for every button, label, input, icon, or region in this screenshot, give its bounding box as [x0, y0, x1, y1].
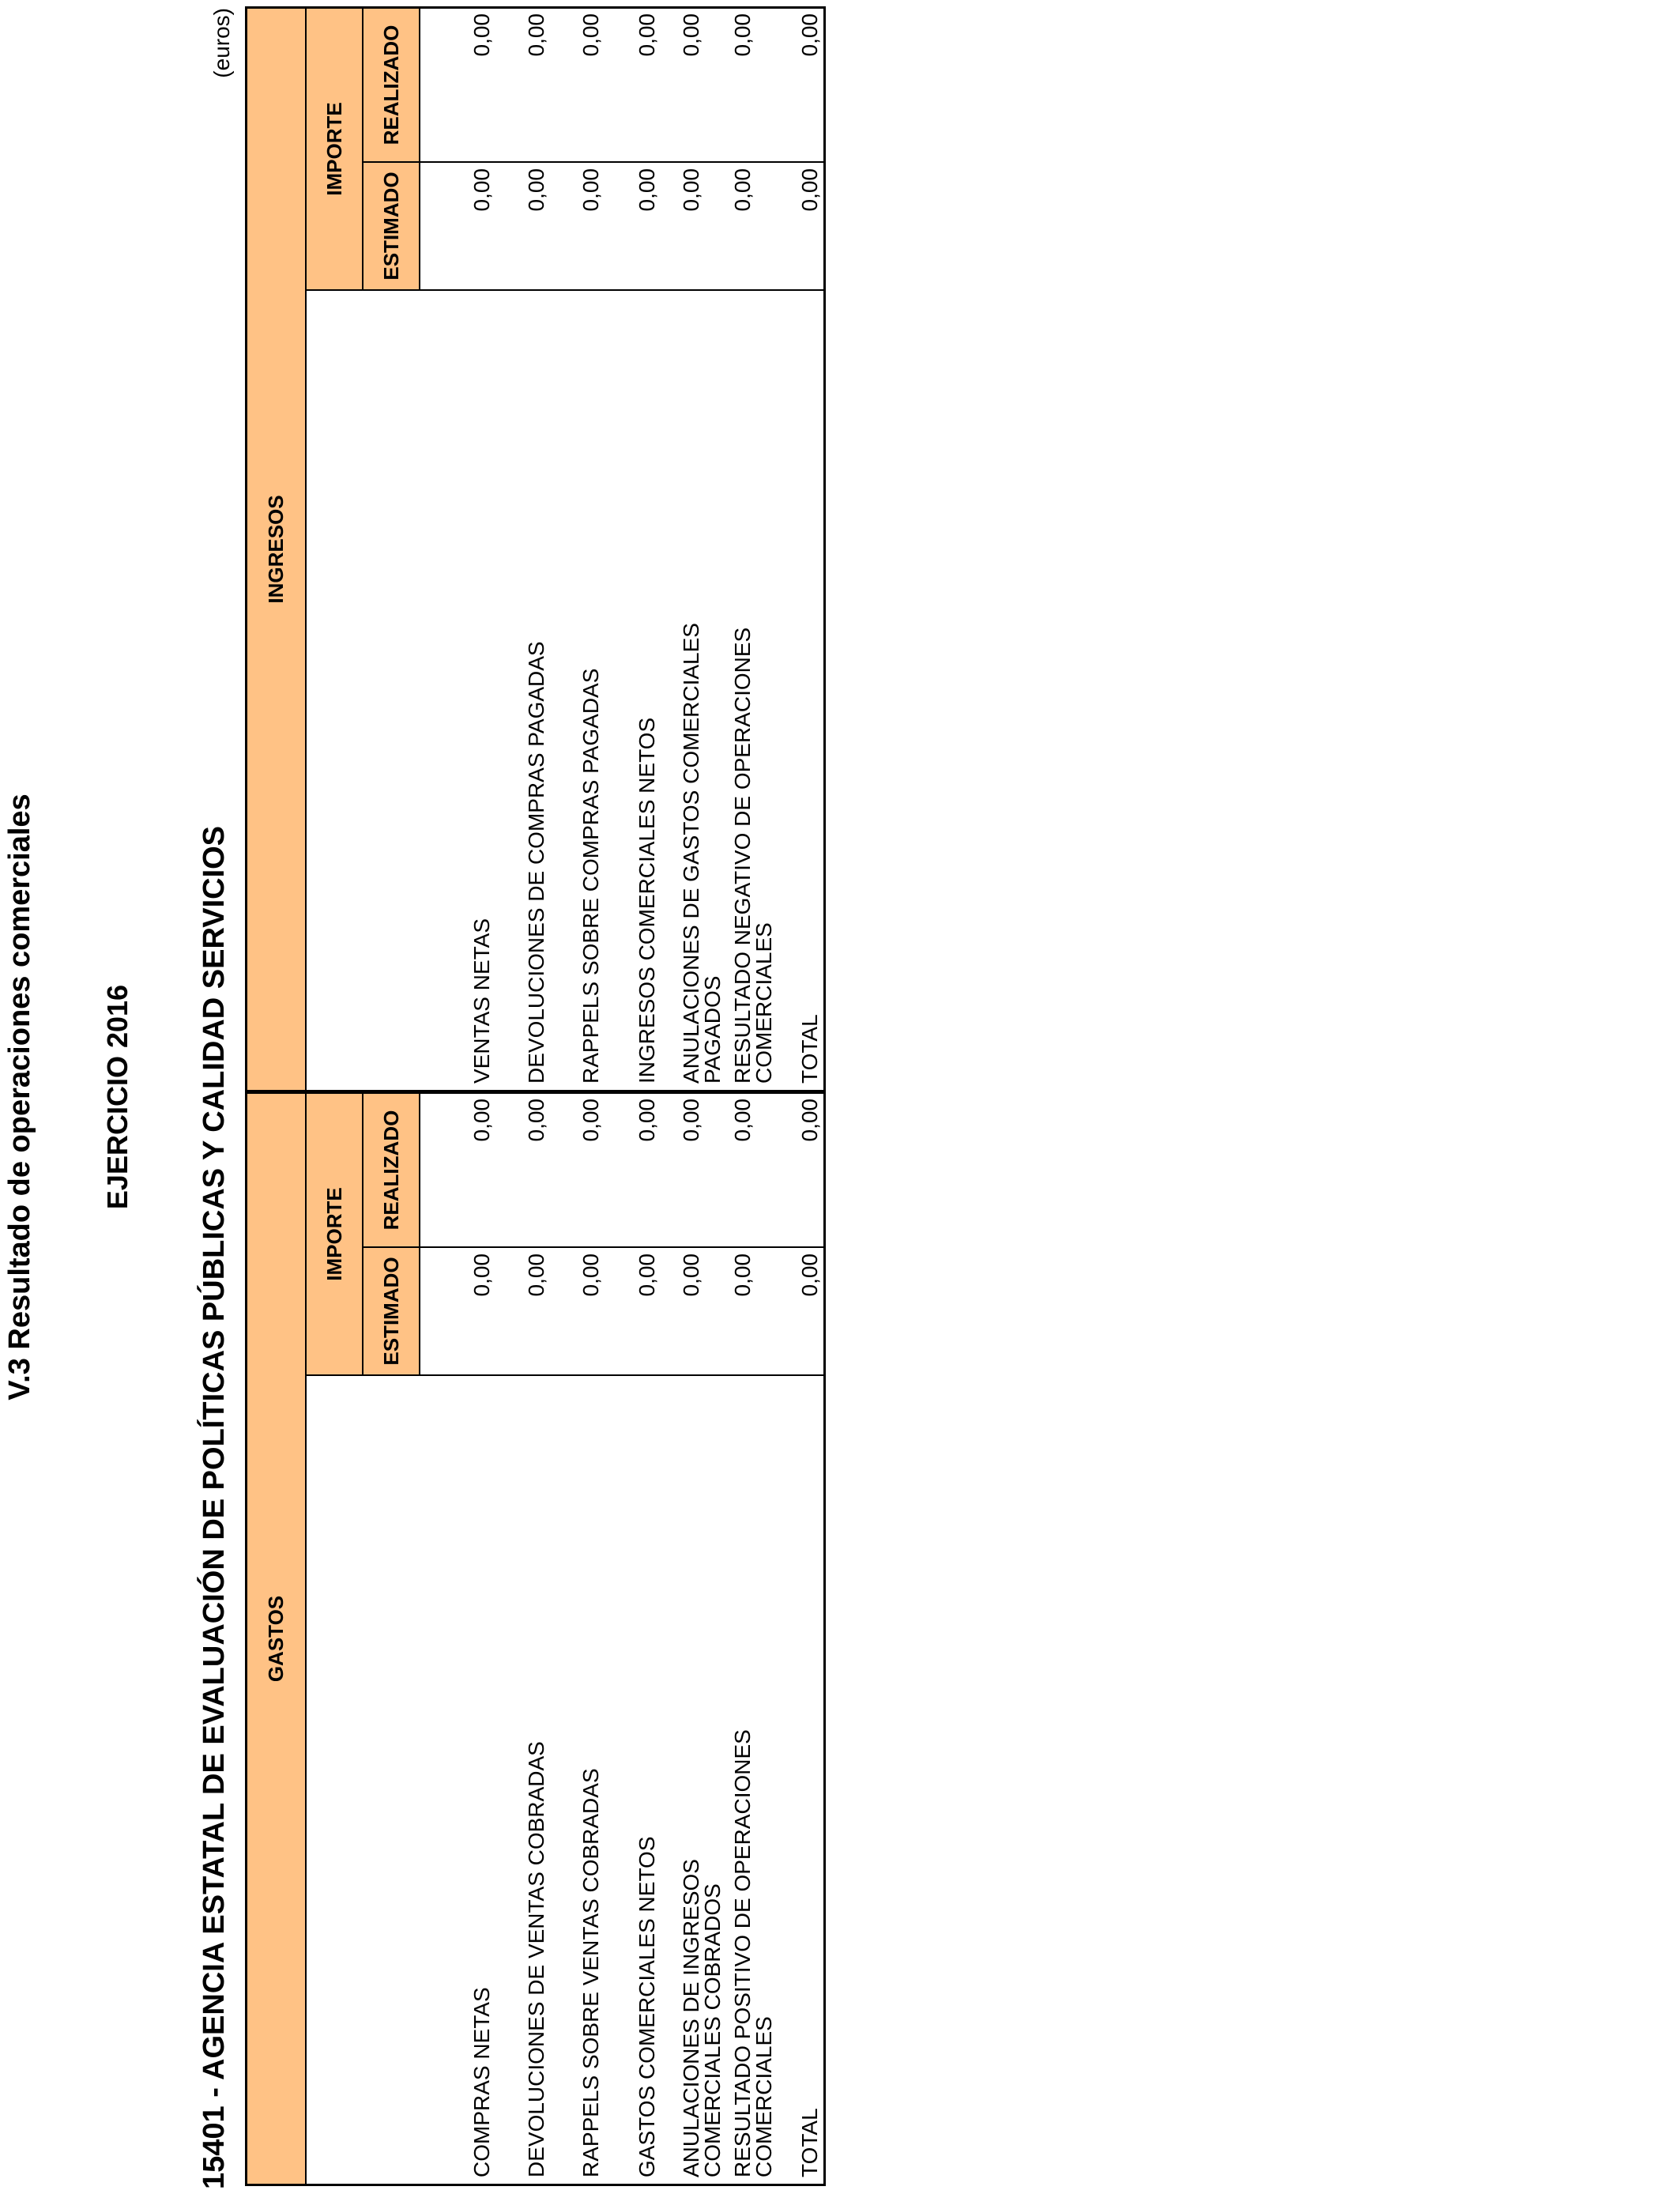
gastos-estimado-value: 0,00 — [797, 1253, 822, 1297]
gastos-realizado-value: 0,00 — [469, 1099, 494, 1142]
ingresos-realizado-value: 0,00 — [578, 13, 603, 57]
gastos-row-label: COMPRAS NETAS — [469, 1987, 494, 2177]
gastos-estimado-value: 0,00 — [578, 1253, 603, 1297]
gastos-realizado-value: 0,00 — [578, 1099, 603, 1142]
gastos-importe-header: IMPORTE — [307, 1094, 362, 1374]
ingresos-realizado-value: 0,00 — [635, 13, 659, 57]
ingresos-estimado-value: 0,00 — [469, 168, 494, 212]
ingresos-realizado-header: REALIZADO — [363, 9, 419, 161]
ingresos-realizado-value: 0,00 — [679, 13, 703, 57]
gastos-estimado-value: 0,00 — [524, 1253, 548, 1297]
ingresos-importe-header: IMPORTE — [307, 9, 362, 289]
ingresos-realizado-value: 0,00 — [797, 13, 822, 57]
gastos-row-label: GASTOS COMERCIALES NETOS — [635, 1836, 659, 2177]
ingresos-row-label: TOTAL — [797, 1014, 822, 1084]
ingresos-estimado-value: 0,00 — [578, 168, 603, 212]
ingresos-realizado-value: 0,00 — [730, 13, 755, 57]
gastos-realizado-header: REALIZADO — [363, 1094, 419, 1246]
gastos-realizado-value: 0,00 — [679, 1099, 703, 1142]
gastos-estimado-value: 0,00 — [679, 1253, 703, 1297]
unit-label: (euros) — [209, 8, 234, 78]
gastos-realizado-value: 0,00 — [635, 1099, 659, 1142]
gastos-estimado-header: ESTIMADO — [363, 1248, 419, 1374]
ingresos-row-label: PAGADOS — [700, 975, 725, 1084]
gastos-row-label: ANULACIONES DE INGRESOS — [679, 1859, 703, 2177]
ingresos-estimado-value: 0,00 — [635, 168, 659, 212]
exercise-title: EJERCICIO 2016 — [101, 984, 134, 1210]
gastos-realizado-value: 0,00 — [730, 1099, 755, 1142]
ingresos-estimado-header: ESTIMADO — [363, 163, 419, 289]
ingresos-realizado-value: 0,00 — [524, 13, 548, 57]
gastos-estimado-value: 0,00 — [730, 1253, 755, 1297]
gastos-estimado-value: 0,00 — [635, 1253, 659, 1297]
ingresos-estimado-value: 0,00 — [524, 168, 548, 212]
gastos-row-label: COMERCIALES COBRADOS — [700, 1883, 725, 2177]
ingresos-row-label: COMERCIALES — [751, 922, 776, 1084]
entity-title: 15401 - AGENCIA ESTATAL DE EVALUACIÓN DE POLÍTICAS PÚBLICAS Y CALIDAD SERVICIOS — [198, 825, 231, 2189]
gastos-row-label: RAPPELS SOBRE VENTAS COBRADAS — [578, 1768, 603, 2177]
gastos-row-label: RESULTADO POSITIVO DE OPERACIONES — [730, 1729, 755, 2177]
gastos-table — [245, 1091, 826, 2186]
gastos-realizado-value: 0,00 — [524, 1099, 548, 1142]
ingresos-row-label: RAPPELS SOBRE COMPRAS PAGADAS — [578, 668, 603, 1084]
gastos-estimado-value: 0,00 — [469, 1253, 494, 1297]
ingresos-row-label: RESULTADO NEGATIVO DE OPERACIONES — [730, 627, 755, 1084]
ingresos-realizado-value: 0,00 — [469, 13, 494, 57]
ingresos-row-label: DEVOLUCIONES DE COMPRAS PAGADAS — [524, 641, 548, 1084]
gastos-header: GASTOS — [247, 1094, 305, 2184]
ingresos-estimado-value: 0,00 — [730, 168, 755, 212]
ingresos-row-label: ANULACIONES DE GASTOS COMERCIALES — [679, 623, 703, 1084]
gastos-realizado-value: 0,00 — [797, 1099, 822, 1142]
ingresos-estimado-value: 0,00 — [797, 168, 822, 212]
ingresos-row-label: VENTAS NETAS — [469, 918, 494, 1084]
gastos-row-label: DEVOLUCIONES DE VENTAS COBRADAS — [524, 1741, 548, 2177]
ingresos-estimado-value: 0,00 — [679, 168, 703, 212]
ingresos-row-label: INGRESOS COMERCIALES NETOS — [635, 717, 659, 1084]
ingresos-table — [245, 6, 826, 1092]
gastos-row-label: COMERCIALES — [751, 2016, 776, 2177]
section-title: V.3 Resultado de operaciones comerciales — [3, 794, 36, 1400]
gastos-row-label: TOTAL — [797, 2108, 822, 2177]
ingresos-header: INGRESOS — [247, 9, 305, 1090]
